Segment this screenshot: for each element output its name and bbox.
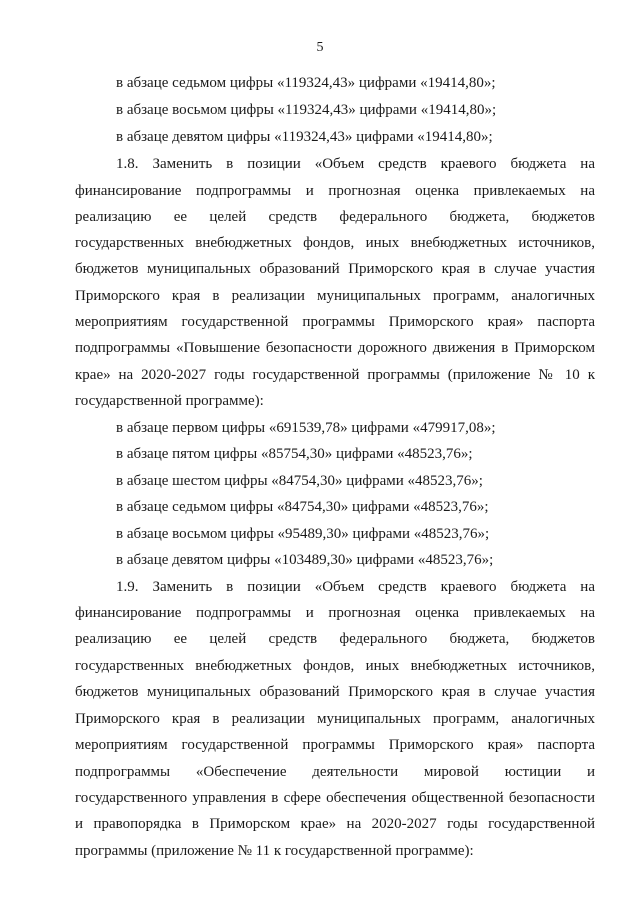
paragraph-1-9-first-line: 1.9. Заменить в позиции «Объем средств краевого бюджета на	[116, 579, 595, 595]
text-line: в абзаце первом цифры «691539,78» цифрами «479917,08»;	[116, 420, 496, 436]
text-line: в абзаце шестом цифры «84754,30» цифрами «48523,76»;	[116, 473, 483, 489]
text-line: государственной программе):	[75, 393, 264, 409]
text-line: государственных внебюджетных фондов, иных внебюджетных источников,	[75, 658, 595, 674]
text-line: крае» на 2020-2027 годы государственной программы (приложение № 10 к	[75, 367, 595, 383]
text-line: в абзаце девятом цифры «119324,43» цифрами «19414,80»;	[116, 129, 493, 145]
text-line: Приморского края в реализации муниципальных программ, аналогичных	[75, 288, 595, 304]
text-line: и правопорядка в Приморском крае» на 2020-2027 годы государственной	[75, 816, 595, 832]
text-line: мероприятиям государственной программы Приморского края» паспорта	[75, 737, 595, 753]
text-line: бюджетов муниципальных образований Приморского края в случае участия	[75, 261, 595, 277]
text-line: в абзаце седьмом цифры «84754,30» цифрами «48523,76»;	[116, 499, 489, 515]
page-number: 5	[316, 40, 324, 55]
text-line: государственных внебюджетных фондов, иных внебюджетных источников,	[75, 235, 595, 251]
text-line: реализацию ее целей средств федерального бюджета, бюджетов	[75, 209, 595, 225]
text-line: в абзаце восьмом цифры «119324,43» цифрами «19414,80»;	[116, 102, 497, 118]
paragraph-1-8-first-line: 1.8. Заменить в позиции «Объем средств краевого бюджета на	[116, 156, 595, 172]
text-line: в абзаце седьмом цифры «119324,43» цифрами «19414,80»;	[116, 75, 496, 91]
text-line: в абзаце пятом цифры «85754,30» цифрами «48523,76»;	[116, 446, 473, 462]
text-line: финансирование подпрограммы и прогнозная оценка привлекаемых на	[75, 605, 595, 621]
text-line: подпрограммы «Повышение безопасности дорожного движения в Приморском	[75, 340, 595, 356]
text-line: реализацию ее целей средств федерального бюджета, бюджетов	[75, 631, 595, 647]
text-line: финансирование подпрограммы и прогнозная оценка привлекаемых на	[75, 183, 595, 199]
text-line: в абзаце девятом цифры «103489,30» цифрами «48523,76»;	[116, 552, 494, 568]
text-line: государственного управления в сфере обеспечения общественной безопасности	[75, 790, 595, 806]
text-line: подпрограммы «Обеспечение деятельности мировой юстиции и	[75, 764, 595, 780]
text-line: программы (приложение № 11 к государственной программе):	[75, 843, 474, 859]
text-line: бюджетов муниципальных образований Приморского края в случае участия	[75, 684, 595, 700]
text-line: Приморского края в реализации муниципальных программ, аналогичных	[75, 711, 595, 727]
text-line: в абзаце восьмом цифры «95489,30» цифрами «48523,76»;	[116, 526, 490, 542]
text-line: мероприятиям государственной программы Приморского края» паспорта	[75, 314, 595, 330]
